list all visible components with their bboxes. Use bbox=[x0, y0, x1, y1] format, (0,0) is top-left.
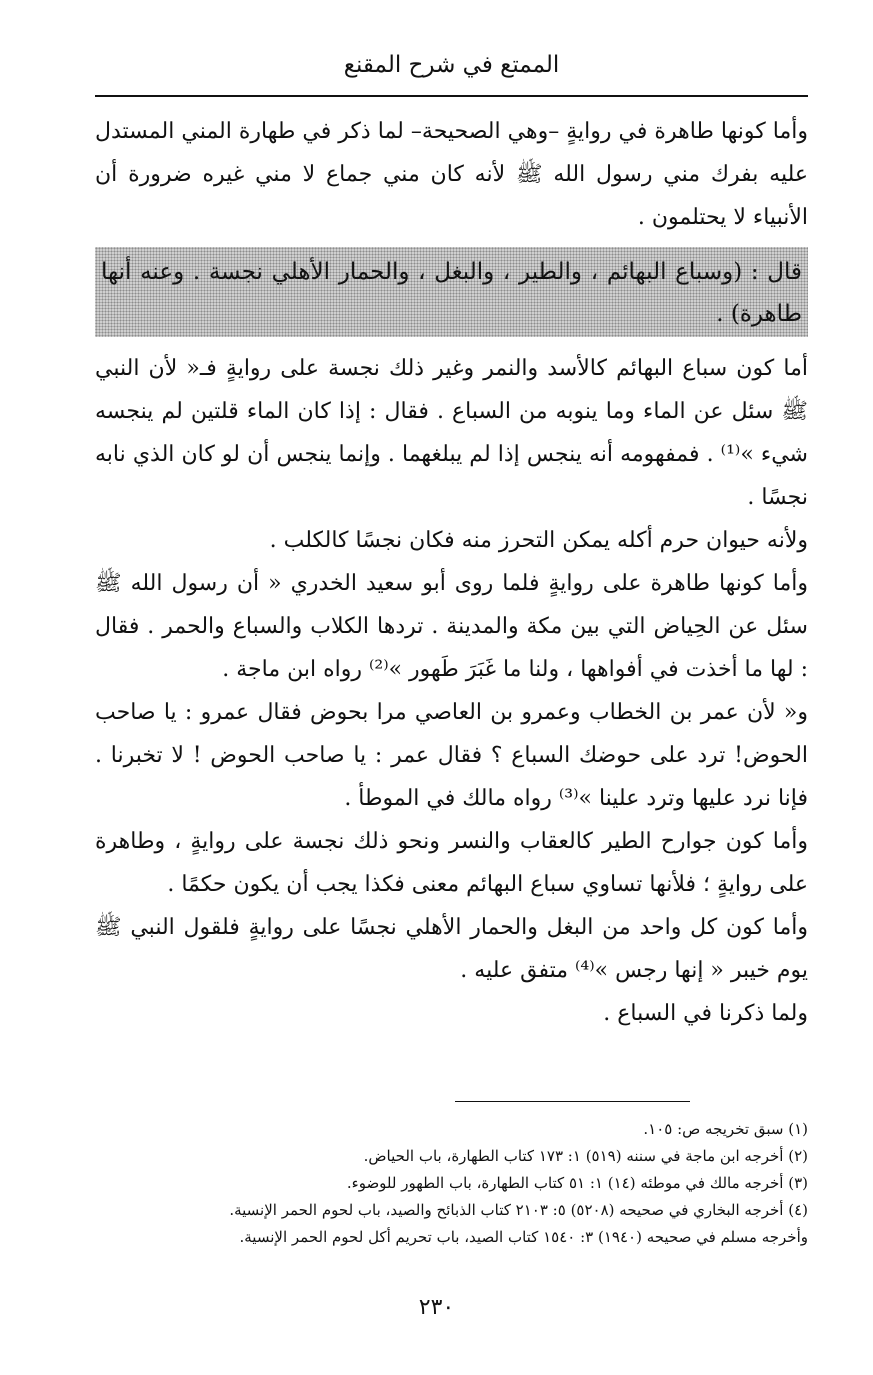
footnote: (٤) أخرجه البخاري في صحيحه (٥٢٠٨) ٥: ٢١٠٣ كتاب الذبائح والصيد، باب لحوم الحمر الإنسية. bbox=[229, 1201, 808, 1219]
footnote: (١) سبق تخريجه ص: ١٠٥. bbox=[643, 1120, 808, 1138]
footnote: وأخرجه مسلم في صحيحه (١٩٤٠) ٣: ١٥٤٠ كتاب الصيد، باب تحريم أكل لحوم الحمر الإنسية. bbox=[239, 1228, 808, 1246]
paragraph: ولأنه حيوان حرم أكله يمكن التحرز منه فكان نجسًا كالكلب . bbox=[269, 528, 808, 553]
header-rule bbox=[95, 95, 808, 97]
footnote: (٢) أخرجه ابن ماجة في سننه (٥١٩) ١: ١٧٣ كتاب الطهارة، باب الحياض. bbox=[363, 1147, 808, 1165]
footnote: (٣) أخرجه مالك في موطئه (١٤) ١: ٥١ كتاب الطهارة، باب الطهور للوضوء. bbox=[346, 1174, 808, 1192]
matn-quote-box bbox=[95, 247, 808, 337]
paragraph: و« لأن عمر بن الخطاب وعمرو بن العاصي مرا بحوض فقال عمرو : يا صاحب الحوض! ترد على حوضك السباع ؟ فقال عمر : يا صاحب الحوض ! لا تخبرنا . فإنا نرد عليها وترد علينا »⁽³⁾ رواه مالك في الموطأ . bbox=[95, 700, 808, 811]
paragraph: وأما كون كل واحد من البغل والحمار الأهلي نجسًا على روايةٍ فلقول النبي ﷺ يوم خيبر « إنها رجس »⁽⁴⁾ متفق عليه . bbox=[95, 915, 808, 983]
footnote-rule bbox=[455, 1101, 690, 1102]
matn-quote-text: قال : (وسباع البهائم ، والطير ، والبغل ، والحمار الأهلي نجسة . وعنه أنها طاهرة) . bbox=[101, 259, 802, 327]
main-text bbox=[95, 110, 808, 1035]
paragraph: وأما كونها طاهرة على روايةٍ فلما روى أبو سعيد الخدري « أن رسول الله ﷺ سئل عن الحِياض التي بين مكة والمدينة . تردها الكلاب والسباع والحمر . فقال : لها ما أخذت في أفواهها ، ولنا ما غَبَرَ طَهور »⁽²⁾ رواه ابن ماجة . bbox=[95, 571, 808, 682]
paragraph: وأما كونها طاهرة في روايةٍ –وهي الصحيحة– لما ذكر في طهارة المني المستدل عليه بفرك مني رسول الله ﷺ لأنه كان مني جماع لا مني غيره ضرورة أن الأنبياء لا يحتلمون . bbox=[95, 119, 808, 230]
paragraph: ولما ذكرنا في السباع . bbox=[603, 1001, 808, 1026]
footnotes bbox=[95, 1116, 808, 1251]
paragraph: وأما كون جوارح الطير كالعقاب والنسر ونحو ذلك نجسة على روايةٍ ، وطاهرة على روايةٍ ؛ فلأنها تساوي سباع البهائم معنى فكذا يجب أن يكون حكمًا . bbox=[95, 829, 808, 897]
page-number: ٢٣٠ bbox=[418, 1295, 455, 1320]
paragraph: أما كون سباع البهائم كالأسد والنمر وغير ذلك نجسة على روايةٍ فـ« لأن النبي ﷺ سئل عن الماء وما ينوبه من السباع . فقال : إذا كان الماء قلتين لم ينجسه شيء »⁽¹⁾ . فمفهومه أنه ينجس إذا لم يبلغهما . وإنما ينجس أن لو كان الذي نابه نجسًا . bbox=[95, 356, 808, 510]
running-header: الممتع في شرح المقنع bbox=[343, 52, 560, 78]
